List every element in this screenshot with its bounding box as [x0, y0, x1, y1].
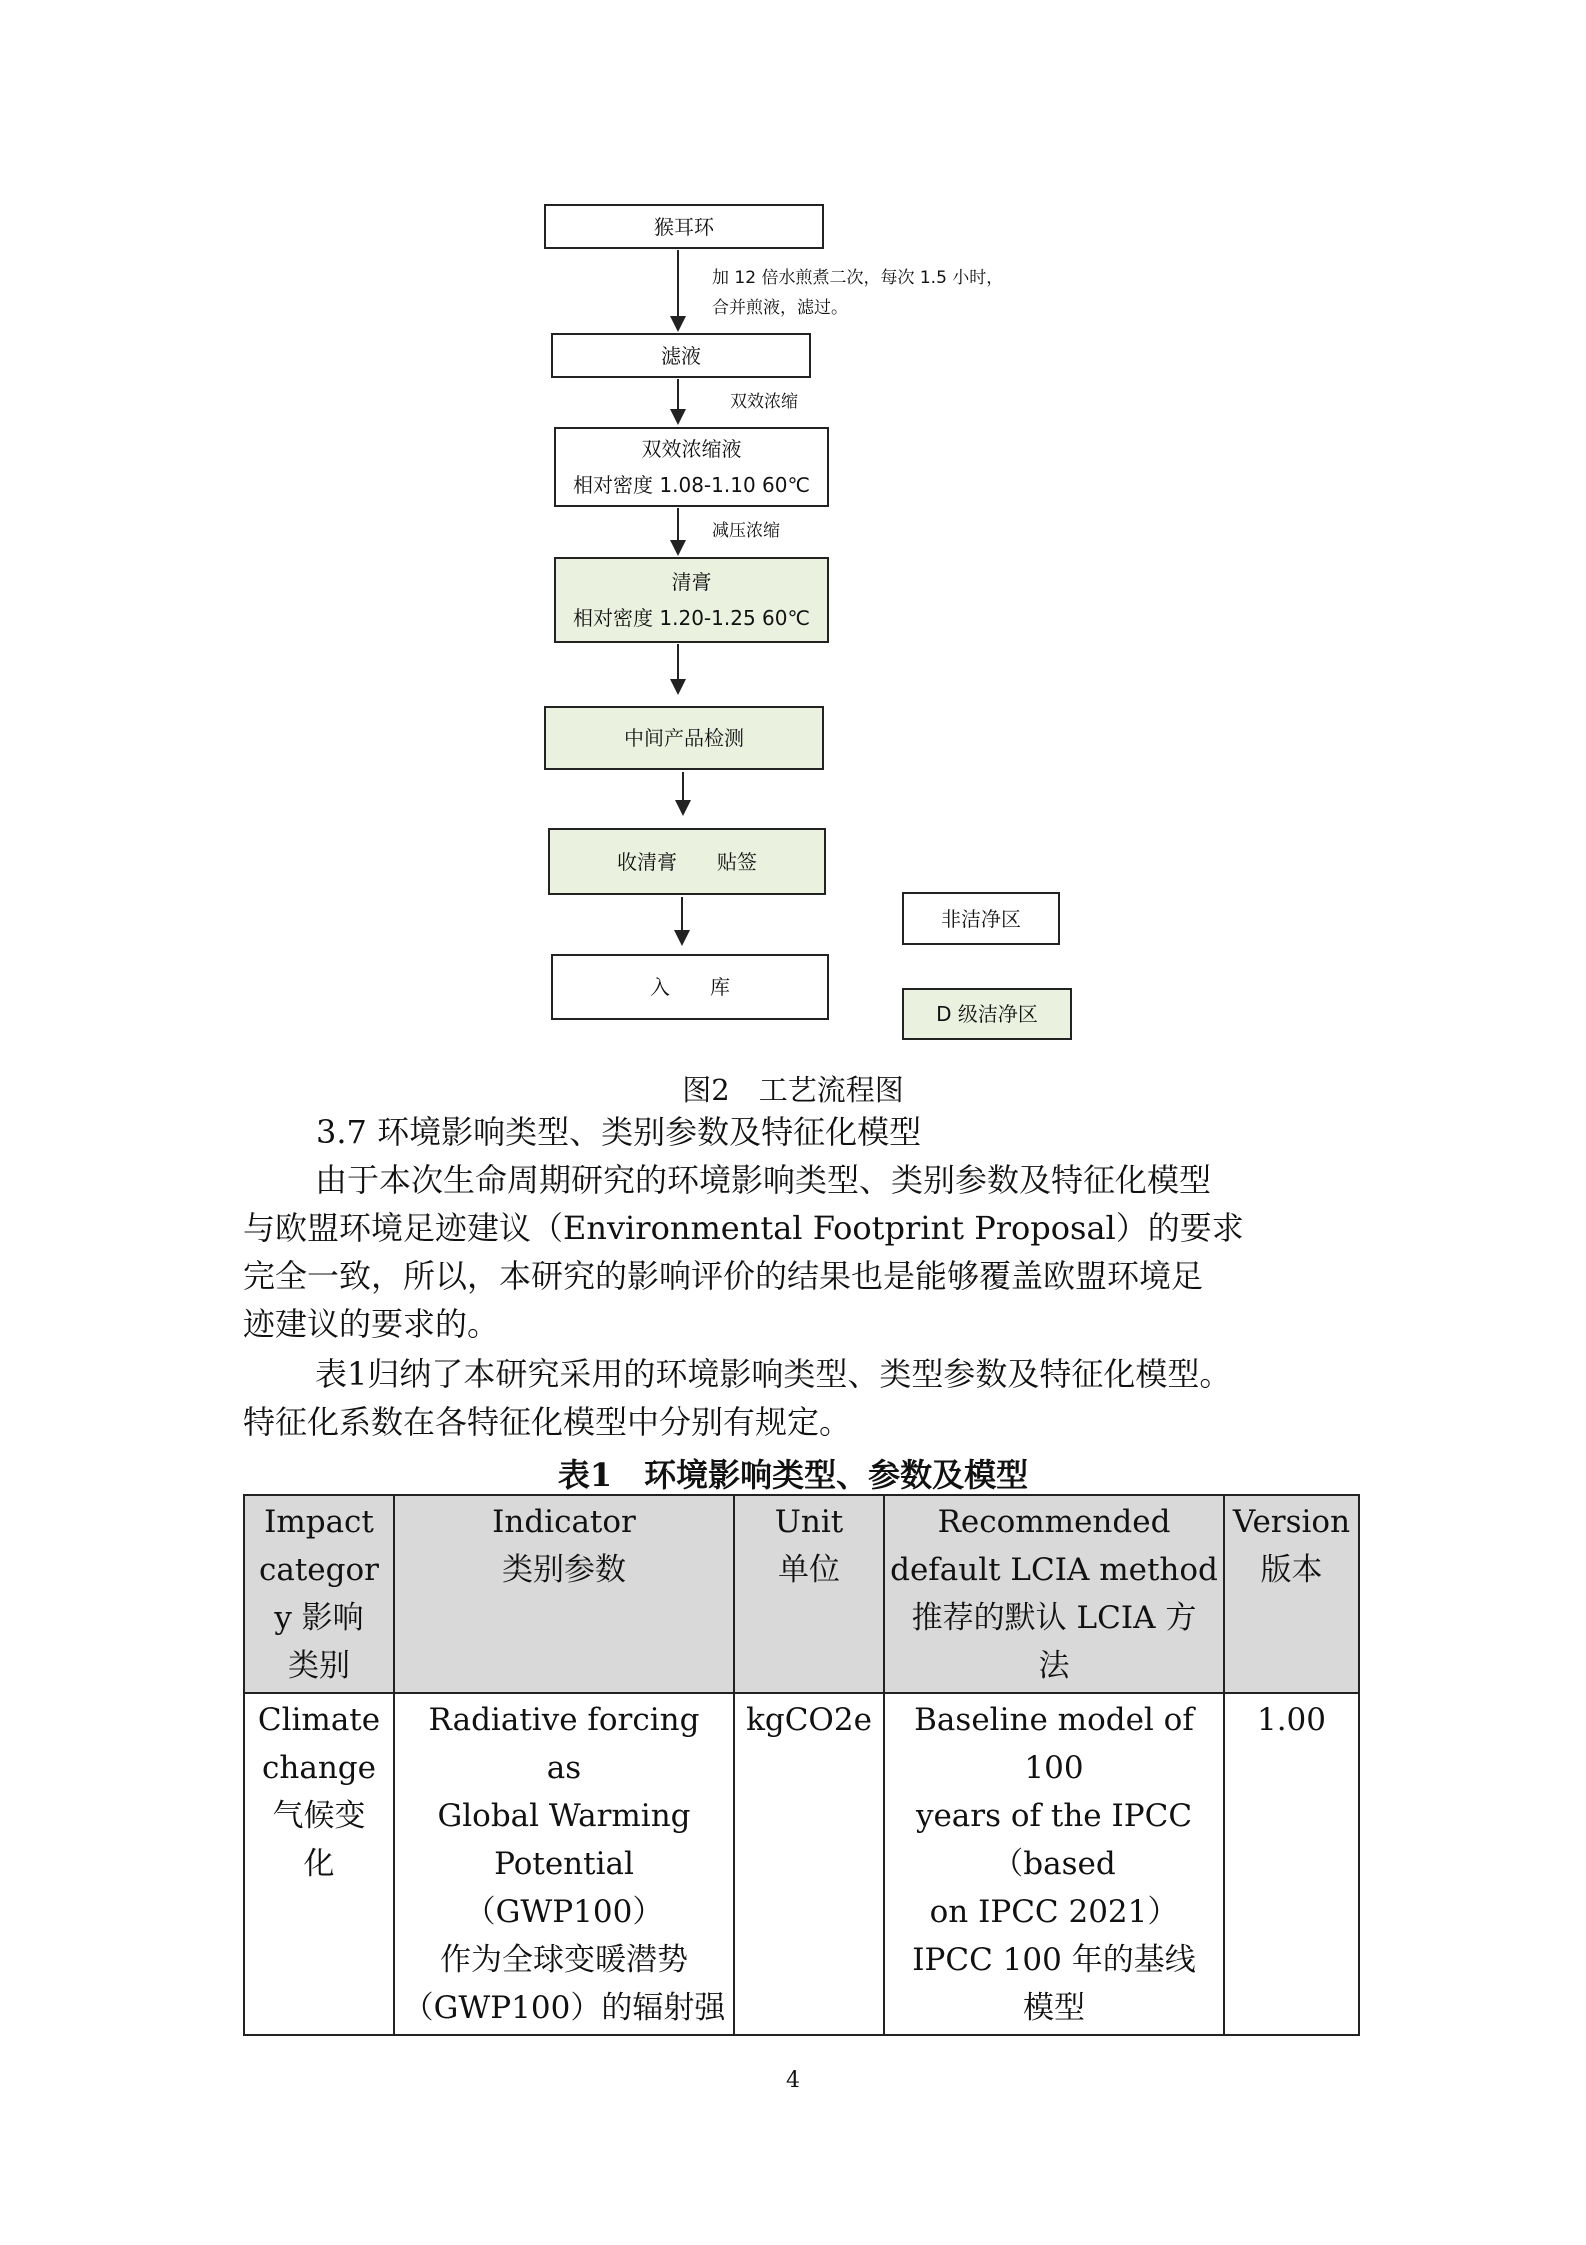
cell-unit: kgCO2e: [734, 1693, 884, 2035]
table-row: [244, 1693, 1359, 2035]
flow-step-herb: [544, 204, 824, 249]
flow-step-warehouse: [551, 954, 829, 1020]
cell-impact-category: Climate change 气候变 化: [244, 1693, 394, 2035]
flow-step-label: 入 库: [650, 975, 730, 999]
cell-indicator: Radiative forcing as Global Warming Potential （GWP100） 作为全球变暖潜势 （GWP100）的辐射强: [394, 1693, 734, 2035]
flow-step-label: 收清膏 贴签: [617, 849, 757, 874]
header-unit: Unit 单位: [734, 1495, 884, 1693]
arrow-label-double-effect: 双效浓缩: [730, 392, 798, 412]
section-heading: 3.7 环境影响类型、类别参数及特征化模型: [316, 1113, 922, 1151]
flow-arrow: [681, 897, 683, 944]
flow-step-label: 中间产品检测: [624, 726, 744, 750]
flow-step-labeling: [548, 828, 826, 895]
paragraph-table-summary: [243, 1350, 1383, 1446]
flow-step-filtrate: [551, 333, 811, 378]
flow-step-inspection: [544, 706, 824, 770]
header-version: Version 版本: [1224, 1495, 1359, 1693]
header-lcia-method: Recommended default LCIA method 推荐的默认 LCIA 方 法: [884, 1495, 1224, 1693]
flow-step-label: 滤液: [661, 343, 701, 368]
page-number: 4: [786, 2068, 800, 2093]
impact-category-table: [243, 1494, 1360, 2036]
paragraph-line: 与欧盟环境足迹建议（Environmental Footprint Proposal）的要求: [243, 1209, 1244, 1247]
paragraph-line: 完全一致，所以，本研究的影响评价的结果也是能够覆盖欧盟环境足: [243, 1257, 1204, 1295]
header-impact-category: Impact categor y 影响 类别: [244, 1495, 394, 1693]
header-indicator: Indicator 类别参数: [394, 1495, 734, 1693]
flow-arrow: [677, 379, 679, 423]
legend-clean-area-d: [902, 988, 1072, 1040]
legend-non-clean-area: [902, 892, 1060, 945]
arrow-label-decoction-1: 加 12 倍水煎煮二次，每次 1.5 小时，: [712, 268, 1004, 288]
figure-caption: 图2 工艺流程图: [682, 1073, 904, 1107]
legend-label: 非洁净区: [941, 906, 1021, 931]
flow-step-label: 清膏: [671, 570, 712, 594]
flow-arrow: [682, 772, 684, 814]
cell-version: 1.00: [1224, 1693, 1359, 2035]
table-title: 表1 环境影响类型、参数及模型: [557, 1456, 1029, 1494]
flow-step-density: 相对密度 1.20-1.25 60℃: [573, 606, 810, 630]
flow-arrow: [677, 508, 679, 554]
flow-step-concentrate: [554, 427, 829, 507]
paragraph-line: 迹建议的要求的。: [243, 1305, 500, 1343]
flow-arrow: [677, 250, 679, 330]
paragraph-line: 表1归纳了本研究采用的环境影响类型、类型参数及特征化模型。: [315, 1355, 1232, 1393]
arrow-label-decoction-2: 合并煎液，滤过。: [712, 298, 848, 318]
table-header-row: [244, 1495, 1359, 1693]
arrow-label-vacuum: 减压浓缩: [712, 521, 780, 541]
flow-step-label: 双效浓缩液: [641, 437, 742, 461]
cell-lcia-method: Baseline model of 100 years of the IPCC （based on IPCC 2021） IPCC 100 年的基线 模型: [884, 1693, 1224, 2035]
flow-arrow: [677, 644, 679, 693]
paragraph-line: 由于本次生命周期研究的环境影响类型、类别参数及特征化模型: [315, 1161, 1212, 1199]
legend-label: D 级洁净区: [936, 1002, 1038, 1026]
flow-step-clear-paste: [554, 557, 829, 643]
flow-step-density: 相对密度 1.08-1.10 60℃: [573, 473, 810, 497]
paragraph-line: 特征化系数在各特征化模型中分别有规定。: [243, 1403, 852, 1441]
flow-step-label: 猴耳环: [654, 214, 714, 239]
paragraph-ef-proposal: [243, 1156, 1383, 1348]
